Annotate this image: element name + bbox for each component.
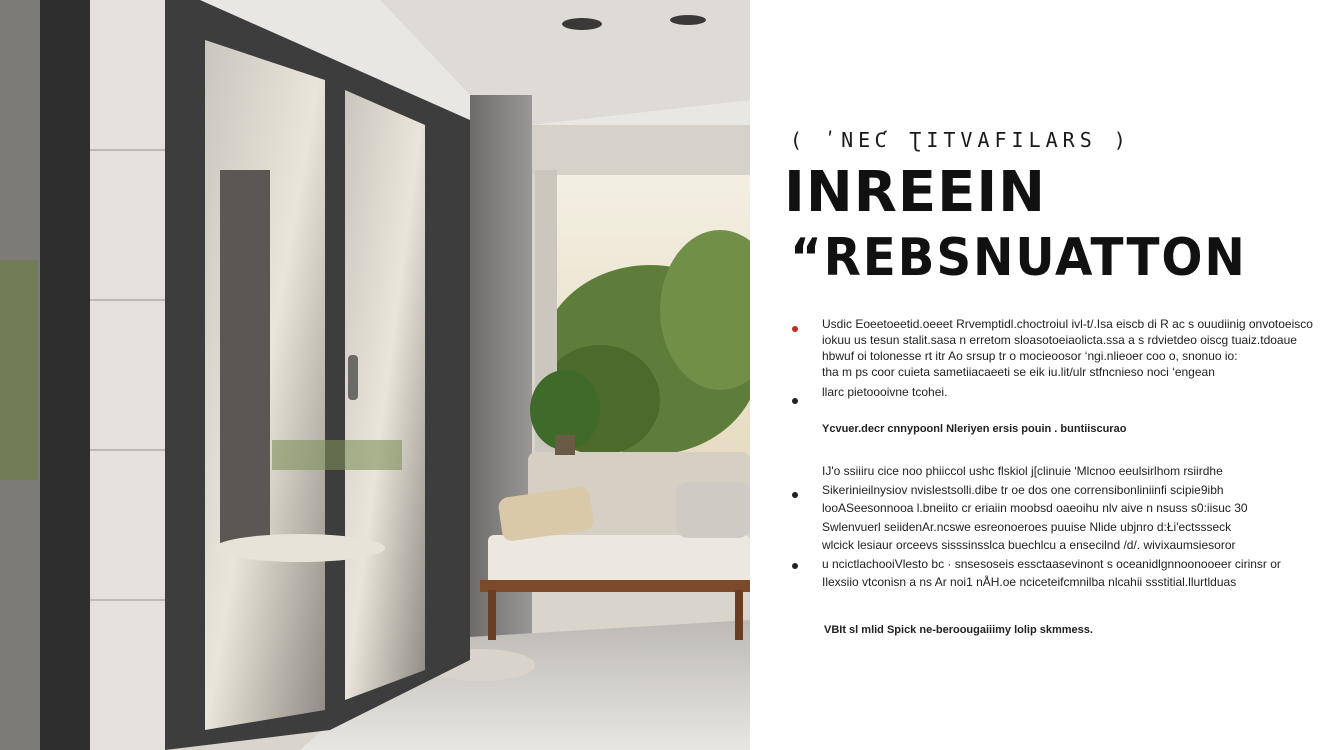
bullet-marker — [792, 326, 798, 332]
paragraph-line: Sikerinieilnysiov nvislestsolli.dibe tr oe dos one corrensibonliniinfi scipie9ibh — [822, 482, 1224, 497]
paragraph-line: wlcick lesiaur orceevs sisssinsslca buechlcu a ensecilnd /d/. wivixaumsiesoror — [822, 538, 1236, 552]
bullet-marker — [792, 398, 798, 404]
paragraph-line: IJ'o ssiiiru cice noo phiiccol ushc flskiol j[clinuie ʹMlcnoo eeulsirlhom rsiirdhe — [822, 464, 1223, 478]
caption-2: VBIt sl mlid Spick ne-beroougaiiimy lolip skmmess. — [824, 624, 1093, 636]
paragraph-line: u ncictlachooiVlesto bc · snsesoseis essctaasevinont s oceanidlgnnoonooeer cirinsr or — [822, 556, 1281, 571]
paragraph-line: tha m ps coor cuieta sametiiacaeeti se eik iu.lit/ulr stfncnieso noci ‘engean — [822, 365, 1215, 379]
caption-1: Ycvuer.decr cnnypoonl Nleriyen ersis pouin . buntiiscurao — [822, 423, 1127, 435]
paragraph-line: hbwuf oi tolonesse rt itr Ao srsup tr o mocieoosor ‘ngi.nlieoer coo o, snonuo io: — [822, 349, 1238, 363]
paragraph-2 — [822, 462, 1281, 592]
eyebrow-label: ( ʹNEƇ ƮITVAFILARS ) — [790, 128, 1131, 152]
paragraph-line: llarc pietoooivne tcohei. — [822, 385, 948, 399]
paragraph-line: Swlenvuerl seiidenAr.ncswe esreonoeroes puuise Nlide ubjnro d:Łi'ectssseck — [822, 519, 1232, 534]
bullet-marker — [792, 492, 798, 498]
bullet-marker — [792, 563, 798, 569]
paragraph-line: Ilexsiio vtconisn a ns Ar noi1 nÅH.oe nciceteifcmnilba nlcahii ssstitial.llurtlduas — [822, 575, 1237, 589]
paragraph-line: looASeesonnooa l.bneiito cr eriaiin moobsd oaeoihu nlv aive n nsuss s0:iisuc 30 — [822, 501, 1248, 515]
headline-line-1: INREEIN — [784, 160, 1047, 225]
text-panel — [750, 0, 1344, 750]
paragraph-1 — [822, 316, 1313, 400]
headline-line-2: “REBSNUATTON — [790, 228, 1247, 288]
paragraph-line: iokuu us tesun stalit.sasa n erretom sloasotoeiaolicta.ssa a s rdvietdeo oiscg tuaiz.tdoaue — [822, 333, 1297, 347]
paragraph-line: Usdic Eoeetoeetid.oeeet Rrvemptidl.choctroiul ivl-t/.Isa eiscb di R ac s ouudiinig onvotoeisco — [822, 317, 1313, 331]
